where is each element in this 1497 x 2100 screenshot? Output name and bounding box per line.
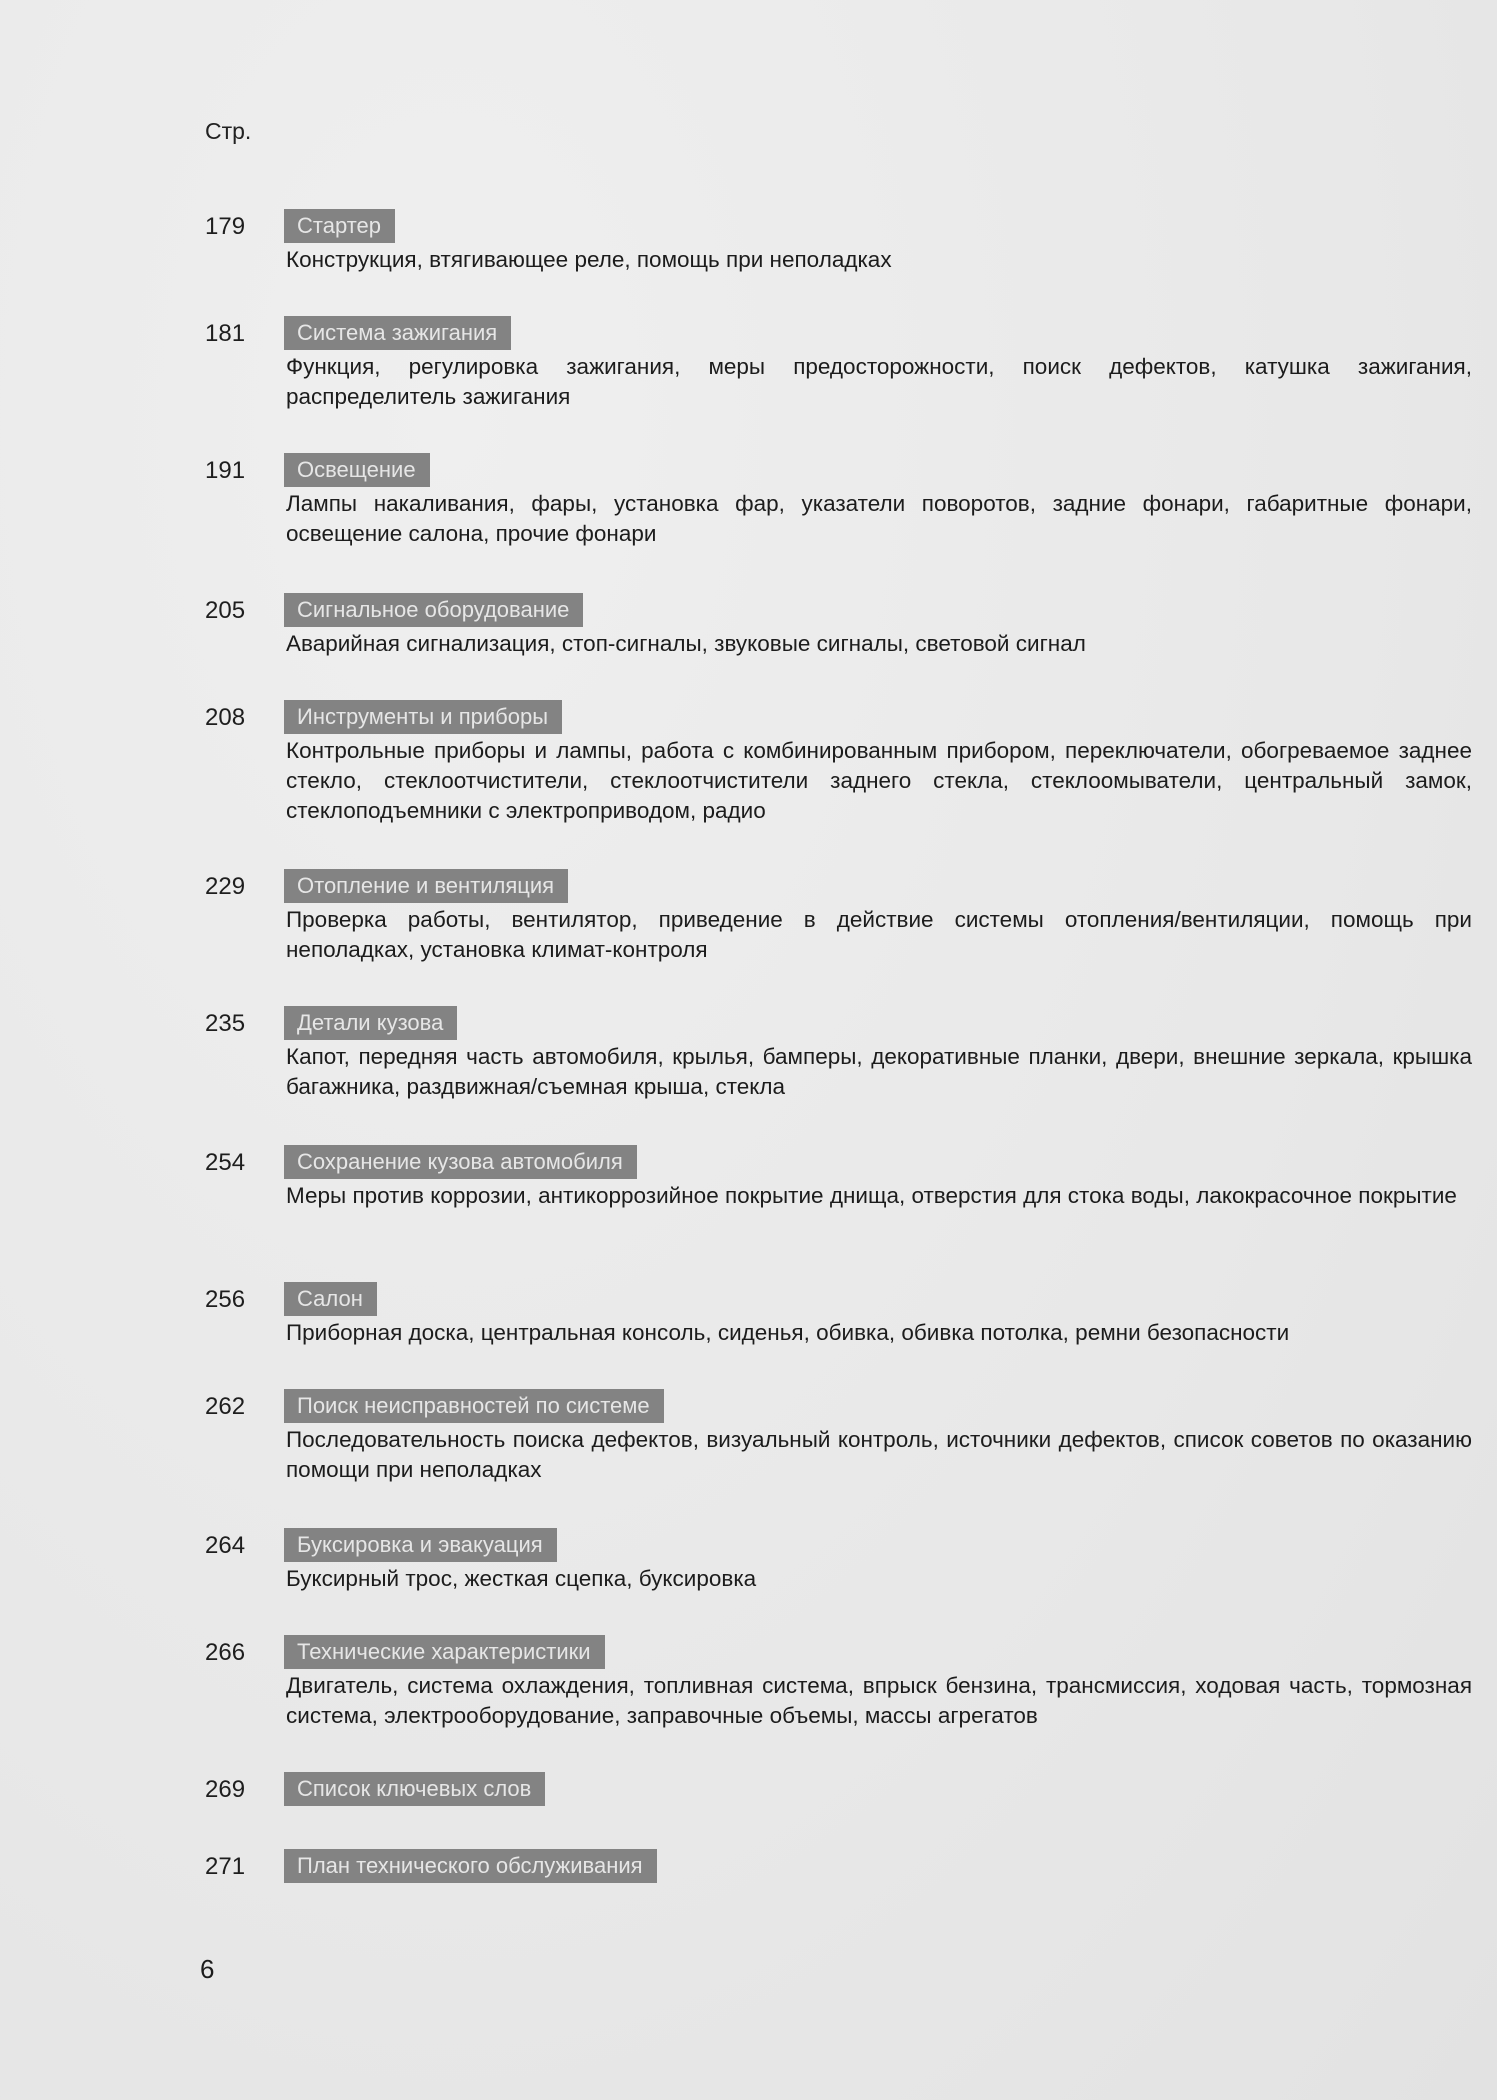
toc-section-title: Поиск неисправностей по системе <box>284 1389 664 1423</box>
toc-section-description: Двигатель, система охлаждения, топливная система, впрыск бензина, трансмиссия, ходовая часть, тормозная система, электрооборудование, заправочные объемы, массы агрегатов <box>286 1673 1472 1728</box>
toc-section-description: Проверка работы, вентилятор, приведение в действие системы отопления/вентиляции, помощь при неполадках, установка климат-контроля <box>286 907 1472 962</box>
toc-section-description: Капот, передняя часть автомобиля, крылья, бамперы, декоративные планки, двери, внешние зеркала, крышка багажника, раздвижная/съемная крыша, стекла <box>286 1044 1472 1099</box>
toc-page-number: 191 <box>205 457 246 484</box>
toc-page-number: 264 <box>205 1532 246 1559</box>
toc-section-title: Освещение <box>284 453 430 487</box>
toc-section-description: Лампы накаливания, фары, установка фар, указатели поворотов, задние фонари, габаритные фонари, освещение салона, прочие фонари <box>286 491 1472 546</box>
toc-page-number: 179 <box>205 213 246 240</box>
toc-section-title: Стартер <box>284 209 395 243</box>
toc-section-description: Конструкция, втягивающее реле, помощь при неполадках <box>286 247 892 272</box>
toc-section-description: Буксирный трос, жесткая сцепка, буксировка <box>286 1566 757 1591</box>
toc-page-number: 269 <box>205 1776 246 1803</box>
toc-section-title: Сигнальное оборудование <box>284 593 583 627</box>
toc-section-description: Функция, регулировка зажигания, меры предосторожности, поиск дефектов, катушка зажигания, распределитель зажигания <box>286 354 1472 409</box>
page-column-label: Стр. <box>205 118 252 144</box>
toc-page-number: 181 <box>205 320 246 347</box>
toc-section-description: Приборная доска, центральная консоль, сиденья, обивка, обивка потолка, ремни безопасности <box>286 1320 1290 1345</box>
toc-page-number: 266 <box>205 1639 246 1666</box>
toc-page-number: 235 <box>205 1010 246 1037</box>
toc-section-title: Салон <box>284 1282 377 1316</box>
toc-section-title: Технические характеристики <box>284 1635 605 1669</box>
toc-page-number: 256 <box>205 1286 246 1313</box>
toc-page-number: 205 <box>205 597 246 624</box>
toc-section-title: Отопление и вентиляция <box>284 869 568 903</box>
toc-page-number: 229 <box>205 873 246 900</box>
toc-section-description: Аварийная сигнализация, стоп-сигналы, звуковые сигналы, световой сигнал <box>286 631 1086 656</box>
toc-section-description: Меры против коррозии, антикоррозийное покрытие днища, отверстия для стока воды, лакокрасочное покрытие <box>286 1183 1457 1208</box>
footer-page-number: 6 <box>200 1954 215 1984</box>
toc-section-title: Детали кузова <box>284 1006 457 1040</box>
toc-page-number: 262 <box>205 1393 246 1420</box>
toc-section-title: Инструменты и приборы <box>284 700 562 734</box>
toc-section-title: Список ключевых слов <box>284 1772 545 1806</box>
toc-section-description: Последовательность поиска дефектов, визуальный контроль, источники дефектов, список советов по оказанию помощи при неполадках <box>286 1427 1472 1482</box>
toc-section-title: Сохранение кузова автомобиля <box>284 1145 637 1179</box>
toc-section-title: Система зажигания <box>284 316 511 350</box>
toc-page-number: 208 <box>205 704 246 731</box>
toc-section-title: План технического обслуживания <box>284 1849 657 1883</box>
toc-section-description: Контрольные приборы и лампы, работа с комбинированным прибором, переключатели, обогреваемое заднее стекло, стеклоотчистители, стеклоотчистители заднего стекла, стеклоомыватели, центральный замок, стеклоподъемники с электроприводом, радио <box>286 738 1472 823</box>
toc-section-title: Буксировка и эвакуация <box>284 1528 557 1562</box>
toc-page-number: 254 <box>205 1149 246 1176</box>
toc-page-number: 271 <box>205 1853 246 1880</box>
